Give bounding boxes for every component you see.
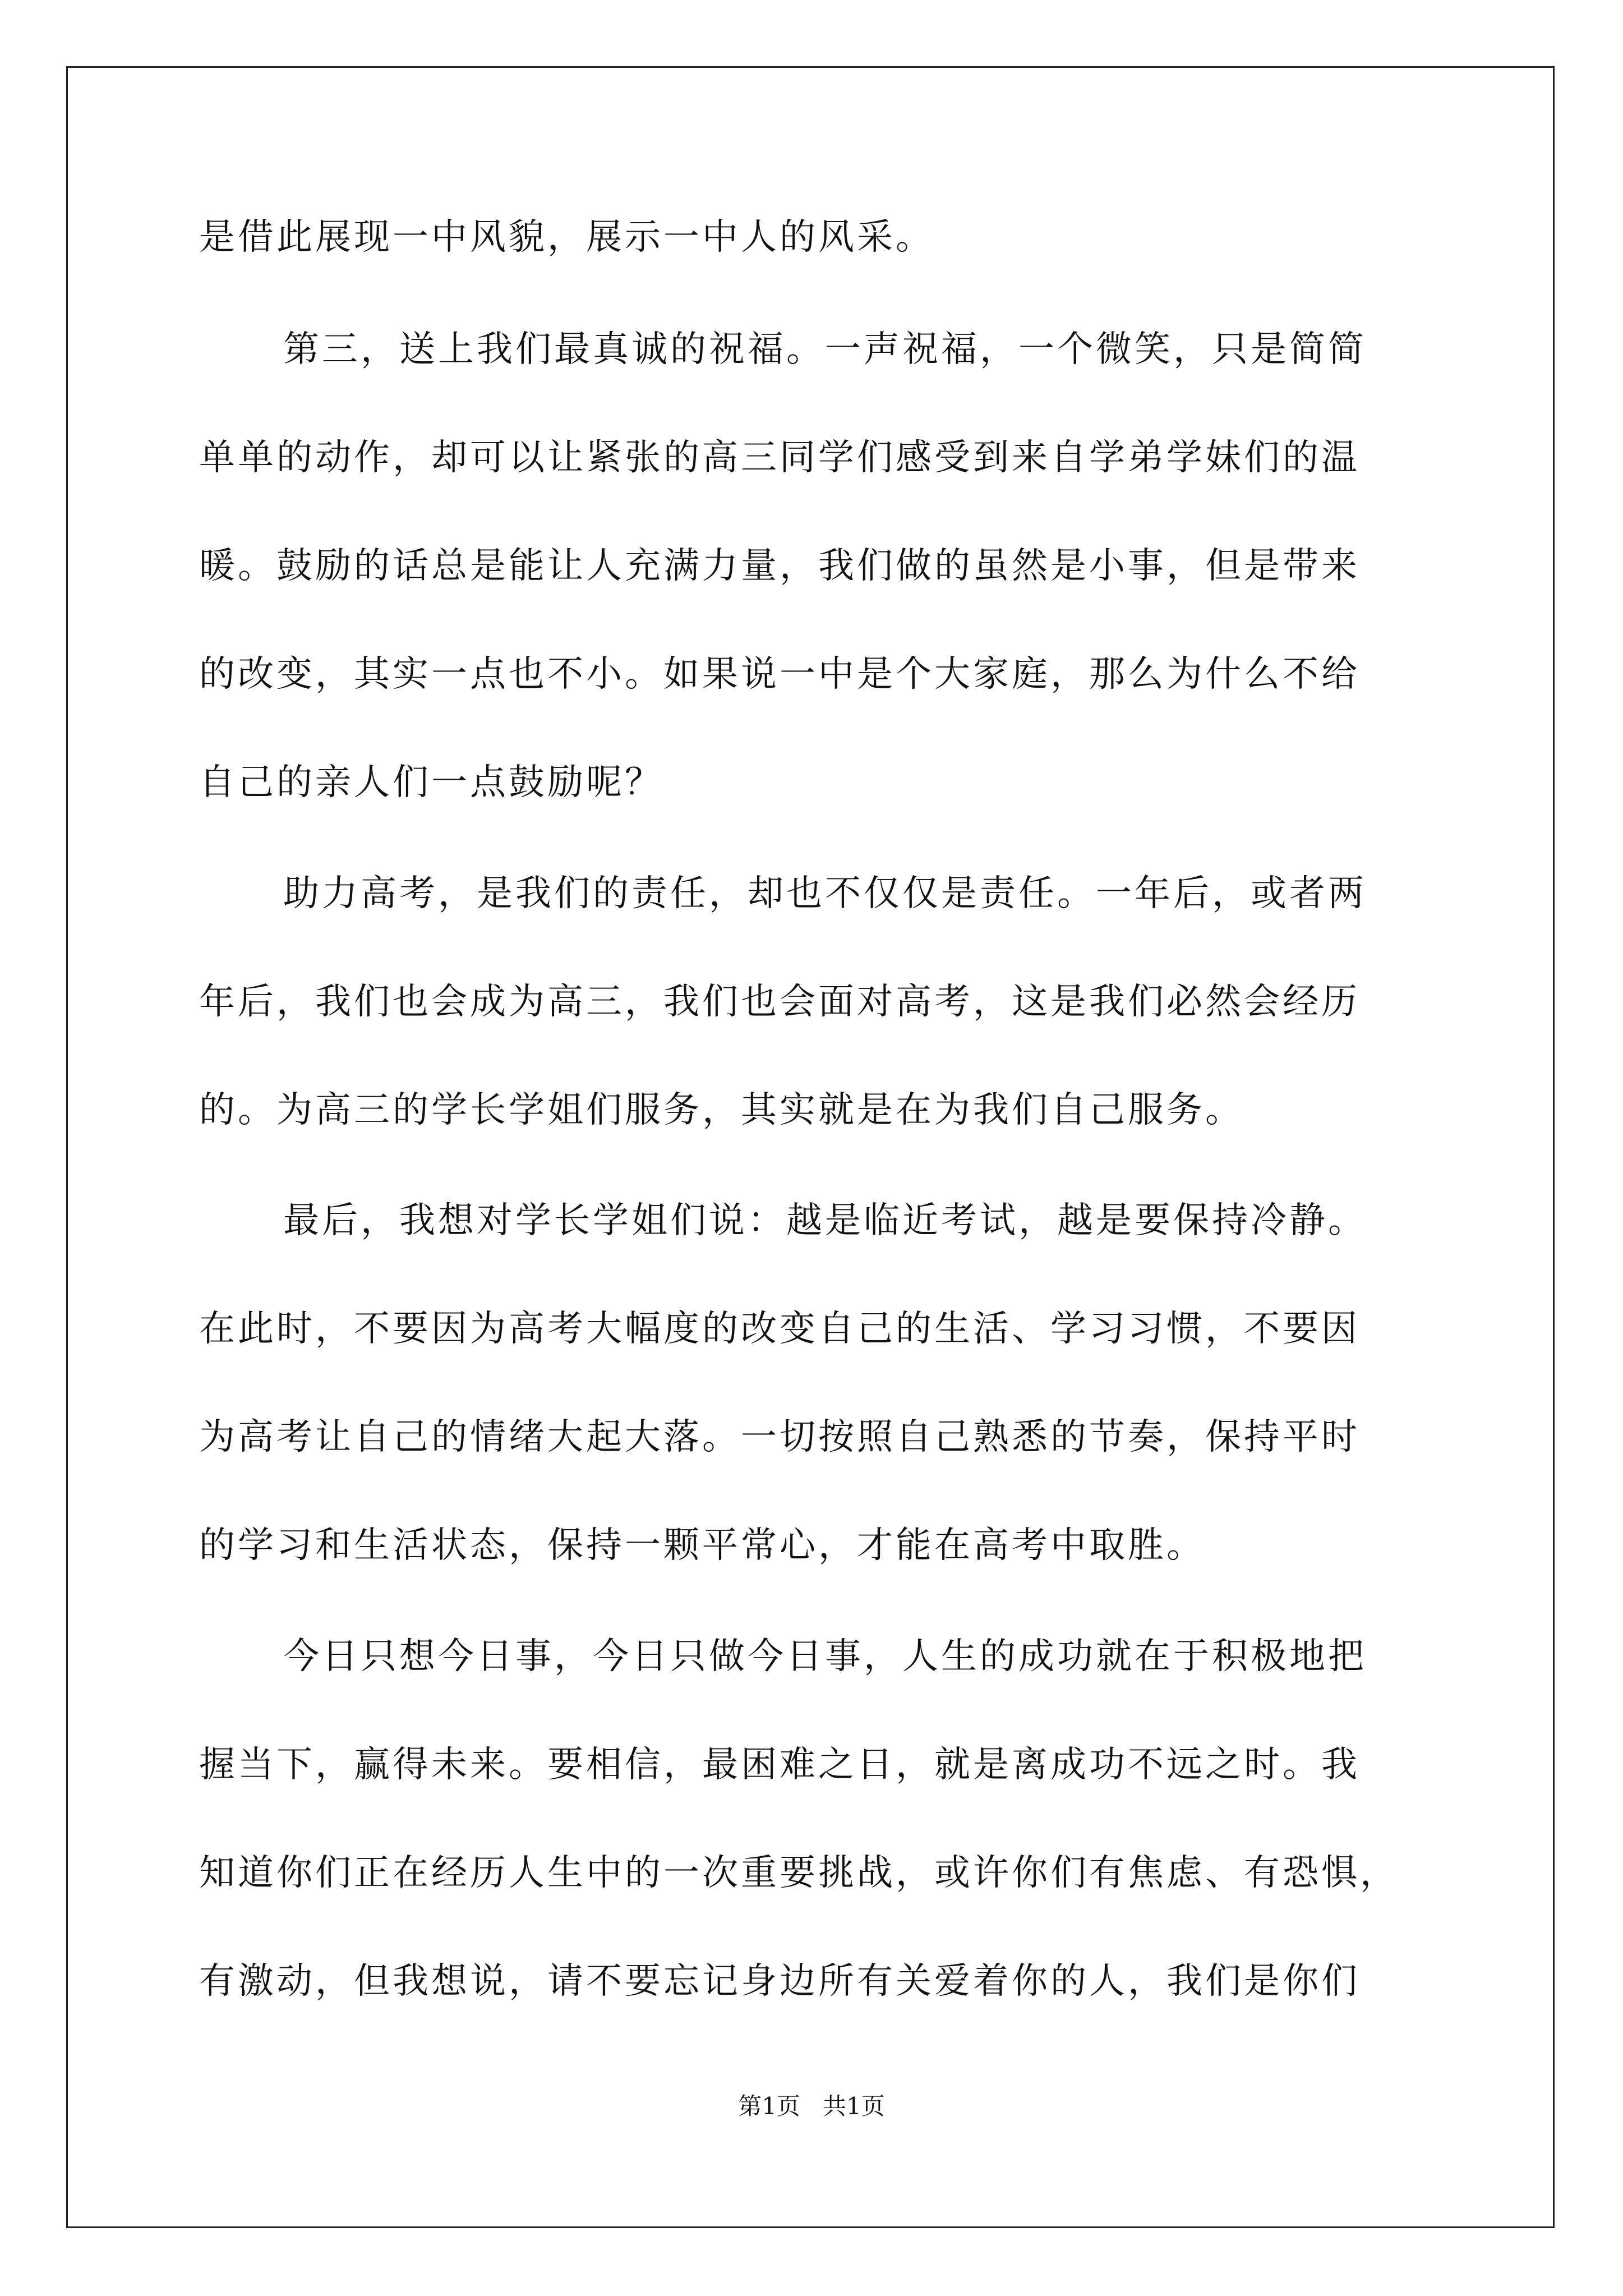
paragraph-line: 第三，送上我们最真诚的祝福。一声祝福，一个微笑，只是简简: [283, 329, 1367, 370]
paragraph-line: 暖。鼓励的话总是能让人充满力量，我们做的虽然是小事，但是带来: [199, 545, 1360, 587]
paragraph-line: 最后，我想对学长学姐们说：越是临近考试，越是要保持冷静。: [283, 1200, 1367, 1241]
paragraph-line: 为高考让自己的情绪大起大落。一切按照自己熟悉的节奏，保持平时: [199, 1416, 1360, 1458]
paragraph-line: 单单的动作，却可以让紧张的高三同学们感受到来自学弟学妹们的温: [199, 437, 1360, 478]
paragraph-line: 今日只想今日事，今日只做今日事，人生的成功就在于积极地把: [283, 1636, 1367, 1677]
page-border: [66, 66, 1555, 2228]
paragraph-line: 的改变，其实一点也不小。如果说一中是个大家庭，那么为什么不给: [199, 654, 1360, 695]
paragraph-line: 有激动，但我想说，请不要忘记身边所有关爱着你的人，我们是你们: [199, 1961, 1360, 2002]
paragraph-line: 的学习和生活状态，保持一颗平常心，才能在高考中取胜。: [199, 1525, 1205, 1566]
paragraph-line: 的。为高三的学长学姐们服务，其实就是在为我们自己服务。: [199, 1089, 1244, 1131]
paragraph-line: 自己的亲人们一点鼓励呢？: [199, 762, 663, 803]
paragraph-line: 是借此展现一中风貌，展示一中人的风采。: [199, 217, 934, 258]
paragraph-line: 助力高考，是我们的责任，却也不仅仅是责任。一年后，或者两: [283, 873, 1367, 914]
paragraph-line: 知道你们正在经历人生中的一次重要挑战，或许你们有焦虑、有恐惧，: [199, 1852, 1399, 1894]
paragraph-line: 握当下，赢得未来。要相信，最困难之日，就是离成功不远之时。我: [199, 1744, 1360, 1786]
page-number-footer: 第1页 共1页: [738, 2092, 885, 2120]
paragraph-line: 在此时，不要因为高考大幅度的改变自己的生活、学习习惯，不要因: [199, 1308, 1360, 1350]
paragraph-line: 年后，我们也会成为高三，我们也会面对高考，这是我们必然会经历: [199, 981, 1360, 1023]
